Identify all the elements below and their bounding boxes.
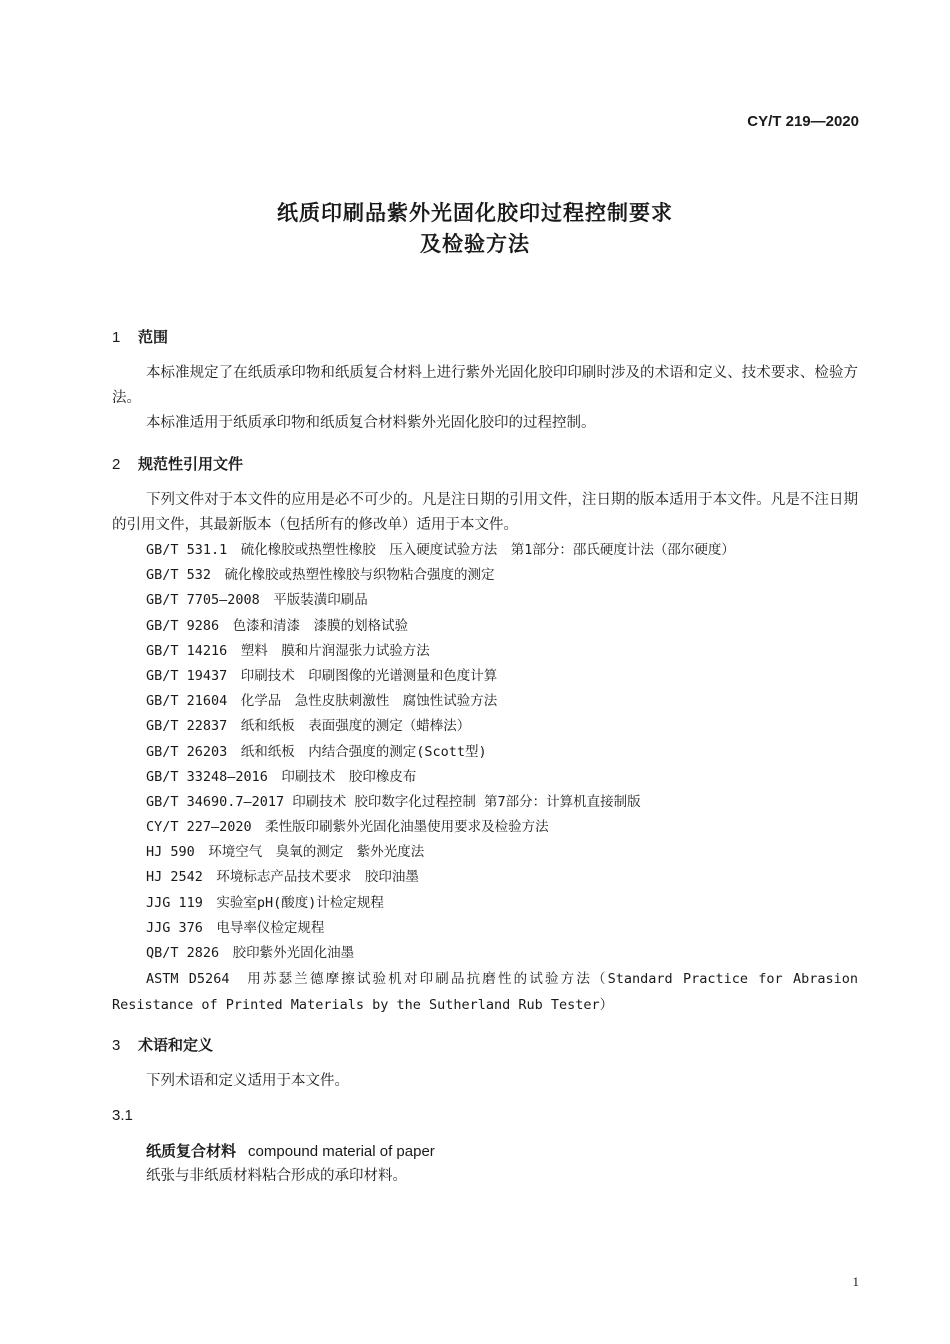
- section-title: 范围: [138, 329, 169, 346]
- reference-item: CY/T 227—2020 柔性版印刷紫外光固化油墨使用要求及检验方法: [146, 819, 549, 836]
- reference-item: JJG 119 实验室pH(酸度)计检定规程: [146, 894, 384, 911]
- reference-item: HJ 2542 环境标志产品技术要求 胶印油墨: [146, 869, 419, 886]
- reference-item: GB/T 21604 化学品 急性皮肤刺激性 腐蚀性试验方法: [146, 693, 498, 710]
- section-2-heading: [112, 453, 243, 474]
- section-number: 3: [112, 1037, 121, 1054]
- section-2-paragraph-1: 下列文件对于本文件的应用是必不可少的。凡是注日期的引用文件，注日期的版本适用于本文件。凡是不注日期的引用文件，其最新版本（包括所有的修改单）适用于本文件。: [112, 492, 858, 533]
- page-number: 1: [852, 1274, 859, 1289]
- section-number: 1: [112, 329, 121, 346]
- section-title: 规范性引用文件: [138, 456, 244, 473]
- reference-item: GB/T 7705—2008 平版装潢印刷品: [146, 592, 368, 609]
- reference-item: GB/T 9286 色漆和清漆 漆膜的划格试验: [146, 617, 409, 634]
- section-1-heading: [112, 326, 168, 347]
- document-title-line-1: 纸质印刷品紫外光固化胶印过程控制要求: [277, 202, 673, 225]
- reference-item: GB/T 33248—2016 印刷技术 胶印橡皮布: [146, 768, 417, 785]
- term-english: compound material of paper: [248, 1143, 435, 1160]
- term-entry: [146, 1140, 435, 1161]
- reference-item: GB/T 34690.7—2017 印刷技术 胶印数字化过程控制 第7部分：计算机直接制版: [146, 793, 641, 810]
- section-3-heading: [112, 1034, 213, 1055]
- section-3-paragraph-1: 下列术语和定义适用于本文件。: [146, 1073, 349, 1089]
- reference-item: GB/T 531.1 硫化橡胶或热塑性橡胶 压入硬度试验方法 第1部分：邵氏硬度计法（邵尔硬度）: [146, 542, 735, 558]
- subsection-3-1-number: 3.1: [112, 1107, 133, 1124]
- document-title-line-2: 及检验方法: [420, 233, 530, 256]
- reference-item: GB/T 22837 纸和纸板 表面强度的测定（蜡棒法）: [146, 718, 471, 735]
- section-title: 术语和定义: [138, 1037, 214, 1054]
- reference-item: GB/T 19437 印刷技术 印刷图像的光谱测量和色度计算: [146, 667, 498, 684]
- reference-item: GB/T 14216 塑料 膜和片润湿张力试验方法: [146, 642, 430, 659]
- standard-code: CY/T 219—2020: [747, 113, 859, 130]
- reference-item: JJG 376 电导率仪检定规程: [146, 919, 325, 936]
- normative-references-list: [146, 538, 858, 966]
- reference-item: GB/T 532 硫化橡胶或热塑性橡胶与织物粘合强度的测定: [146, 567, 495, 584]
- section-1-paragraph-1: 本标准规定了在纸质承印物和纸质复合材料上进行紫外光固化胶印印刷时涉及的术语和定义、技术要求、检验方法。: [112, 365, 858, 406]
- reference-item-astm: ASTM D5264 用苏瑟兰德摩擦试验机对印刷品抗磨性的试验方法（Standard Practice for Abrasion Resistance of Printed Materials by the Sutherland Rub Tester）: [112, 971, 858, 1013]
- reference-item: HJ 590 环境空气 臭氧的测定 紫外光度法: [146, 844, 425, 861]
- term-definition: 纸张与非纸质材料粘合形成的承印材料。: [146, 1168, 407, 1184]
- section-number: 2: [112, 456, 121, 473]
- term-chinese: 纸质复合材料: [146, 1143, 237, 1160]
- reference-item: GB/T 26203 纸和纸板 内结合强度的测定(Scott型): [146, 743, 487, 760]
- reference-item: QB/T 2826 胶印紫外光固化油墨: [146, 945, 355, 961]
- section-1-paragraph-2: 本标准适用于纸质承印物和纸质复合材料紫外光固化胶印的过程控制。: [146, 415, 596, 431]
